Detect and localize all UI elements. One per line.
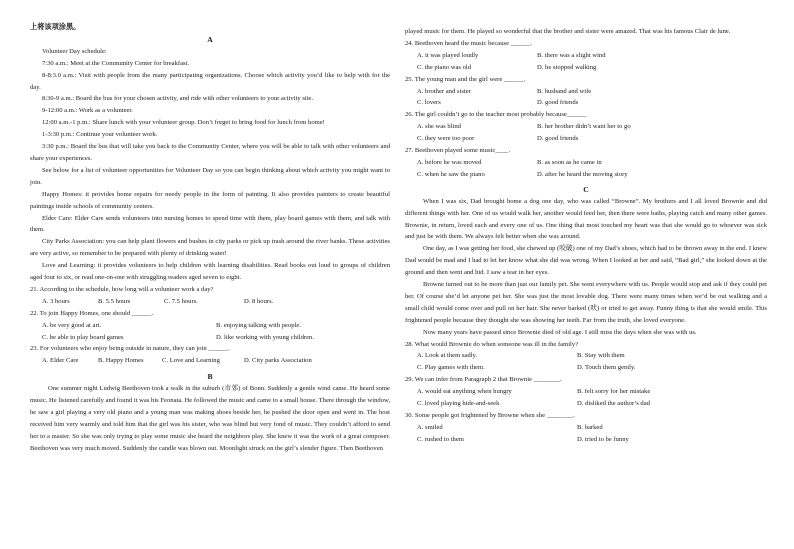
paragraph: 1-3:30 p.m.: Continue your volunteer work. [42, 131, 158, 139]
option-c: C. be able to play board games [42, 333, 124, 341]
question-26 [405, 109, 767, 145]
option-a: A. brother and sister [417, 87, 471, 95]
option-b: B. husband and wife [537, 87, 592, 95]
question-29 [405, 374, 767, 410]
option-a: A. smiled [417, 423, 443, 431]
paragraph: Happy Homes: it provides home repairs for needy people in the form of painting. It also provides painters to create beautiful paintings inside schools of community centers. [30, 190, 390, 210]
option-d: D. like working with young children. [216, 333, 314, 341]
option-c: C. rushed to them [417, 435, 464, 443]
option-d: D. disliked the author’s dad [577, 400, 650, 408]
option-a: A. Look at them sadly. [417, 352, 478, 360]
paragraph: Elder Care: Elder Care sends volunteers into nursing homes to spend time with them, play board games with them, and talk with them. [30, 214, 390, 234]
question-stem: 25. The young man and the girl were ______. [405, 75, 526, 83]
paragraph: 7:30 a.m.: Meet at the Community Center for breakfast. [42, 59, 190, 67]
paragraph: 9-12:00 a.m.: Work as a volunteer. [42, 107, 133, 115]
question-21 [30, 284, 390, 308]
question-stem: 24. Beethoven heard the music because ______. [405, 39, 533, 47]
question-28 [405, 339, 767, 375]
option-c: C. when he saw the piano [417, 170, 485, 178]
instruction-header: 上将该项涂黑。 [30, 23, 81, 31]
paragraph: Volunteer Day schedule: [42, 47, 107, 55]
option-d: D. good friends [537, 99, 579, 107]
option-c: C. they were too poor [417, 135, 475, 143]
paragraph: See below for a list of volunteer opportunities for Volunteer Day so you can begin thinking about which activity you might want to join. [30, 166, 390, 186]
paragraph: When I was six, Dad brought home a dog one day, who was called “Browne”. My brothers and I all loved Brownie and did different things with her. One of us would walk her, another would feed her, then there were baths, playing catch and many other games. Brownie, in return, loved each and every one of us. One thing that most touched my heart was that she would go to whoever was sick and just be with them. We always felt better when she was around. [405, 197, 767, 241]
option-d: D. Touch them gently. [577, 364, 636, 372]
paragraph: 3:30 p.m.: Board the bus that will take you back to the Community Center, where you will be able to talk with other volunteers and share your experiences. [30, 143, 390, 162]
paragraph: One day, as I was getting her food, she chewed up (咬破) one of my Dad’s shoes, which had to be thrown away in the end. I knew Dad would be mad and I had to let her know what she did was wrong. When I looked at her and said, “Bad girl,” she looked down at the ground and then went and hid. I saw a tear in her eyes. [405, 245, 767, 277]
paragraph: 12:00 a.m.-1 p.m.: Share lunch with your volunteer group. Don’t forget to bring food for lunch from home! [42, 119, 325, 127]
question-stem: 21. According to the schedule, how long will a volunteer work a day? [30, 285, 214, 293]
question-25 [405, 74, 767, 110]
passage-b-continued: played music for them. He played so wonderful that the brother and sister were amazed. That was his famous Clair de lune. [405, 28, 731, 35]
question-30 [405, 410, 767, 446]
option-b: B. as soon as he came in [537, 158, 602, 166]
left-column [30, 22, 390, 455]
option-b: B. there was a slight wind [537, 51, 606, 59]
option-a: A. Elder Care [42, 357, 79, 365]
option-d: D. 8 hours. [244, 297, 274, 305]
option-a: A. before he was moved [417, 158, 482, 166]
question-24 [405, 38, 767, 74]
paragraph: City Parks Association: you can help plant flowers and bushes in city parks or pick up trash around the river banks. These activities are very active, so remember to be prepared with plenty of drinking water! [30, 238, 390, 258]
paragraph: Love and Learning: it provides volunteers to help children with learning disabilities. Read books out loud to groups of children aged four to six, or read one-on-one with struggling readers aged seven to eight. [30, 262, 390, 282]
option-b: B. felt sorry for her mistake [577, 388, 651, 396]
option-c: C. Play games with them. [417, 364, 485, 372]
question-23 [30, 343, 390, 367]
option-d: D. City parks Association [244, 357, 312, 365]
passage-b: One summer night Ludwig Beethoven took a walk in the suburb (市郊) of Bonn. Suddenly a gentle wind came. He heard some music. He listened carefully and found it was his Feonata. He followed the music and came to a small house. There through the window, he saw a girl playing a very old piano and a young man was making shoes beside her, he pushed the door open and went in. The host received him very warmly and told him that the girl was his sister, who was blind but very fond of music. They couldn’t afford to send her to a master. So she was only trying to play some music she heard the neighbors play. She knew it was the work of a great composer. Beethoven was very much moved. Suddenly the candle was blown out. Moonlight struck on the girl’s slender figure. Then Beethoven [30, 385, 390, 452]
option-b: B. her brother didn’t want her to go [537, 123, 631, 131]
option-b: B. 5.5 hours [98, 297, 131, 305]
paragraph: Now many years have passed since Brownie died of old age. I still miss the days when she was with us. [423, 328, 697, 336]
option-c: C. the piano was old [417, 63, 472, 71]
question-stem: 27. Beethoven played some music____. [405, 147, 511, 155]
option-a: A. it was played loudly [417, 51, 479, 59]
option-a: A. would eat anything when hungry [417, 388, 512, 396]
option-b: B. barked [577, 423, 603, 431]
option-b: B. enjoying talking with people. [216, 321, 301, 329]
option-d: D. tried to be funny [577, 435, 629, 443]
passage-a [30, 46, 390, 284]
option-b: B. Stay with them [577, 352, 625, 360]
question-stem: 30. Some people got frightened by Browne when she ________. [405, 412, 575, 419]
section-b-heading: B [207, 372, 213, 382]
question-stem: 29. We can infer from Paragraph 2 that Brownie ________. [405, 376, 562, 384]
question-stem: 23. For volunteers who enjoy being outside in nature, they can join ______. [30, 345, 230, 353]
paragraph: Browne turned out to be more than just our family pet. She went everywhere with us. People would stop and ask if they could pet her. Of course she’d let anyone pet her. She was just the most lovable dog. There were many times when we’d be out walking and a small child would come over and pull on her hair. She never barked (吠) or tried to get away. Funny thing is that she would smile. This frightened people because they thought she was showing her teeth. Far from the truth, she loved everyone. [405, 281, 767, 324]
option-c: C. Love and Learning [162, 357, 220, 365]
paragraph: 8:30-9 a.m.: Board the bus for your chosen activity, and ride with other volunteers to your activity site. [42, 95, 314, 103]
question-stem: 22. To join Happy Homes, one should ______. [30, 309, 154, 317]
option-a: A. she was blind [417, 123, 461, 131]
option-b: B. Happy Homes [98, 357, 144, 365]
section-a-heading: A [207, 34, 213, 44]
question-27 [405, 145, 767, 181]
option-a: A. 3 hours [42, 297, 70, 305]
option-d: D. he stopped walking [537, 63, 597, 71]
option-d: D. good friends [537, 135, 579, 143]
question-stem: 28. What would Brownie do when someone was ill in the family? [405, 340, 579, 348]
right-column [405, 26, 767, 446]
option-d: D. after he heard the moving story [537, 170, 628, 178]
option-c: C. loved playing hide-and-seek [417, 400, 500, 408]
option-a: A. be very good at art. [42, 321, 102, 329]
question-stem: 26. The girl couldn’t go to the teacher most probably because______ [405, 111, 587, 119]
section-c-heading: C [583, 184, 589, 194]
paragraph: 8-8:3.0 a.m.: Visit with people from the many participating organizations. Choose which activity you’d like to help with for the day. [30, 71, 390, 91]
passage-c [405, 196, 767, 339]
option-c: C. lovers [417, 99, 441, 107]
question-22 [30, 308, 390, 344]
option-c: C. 7.5 hours. [164, 297, 198, 305]
